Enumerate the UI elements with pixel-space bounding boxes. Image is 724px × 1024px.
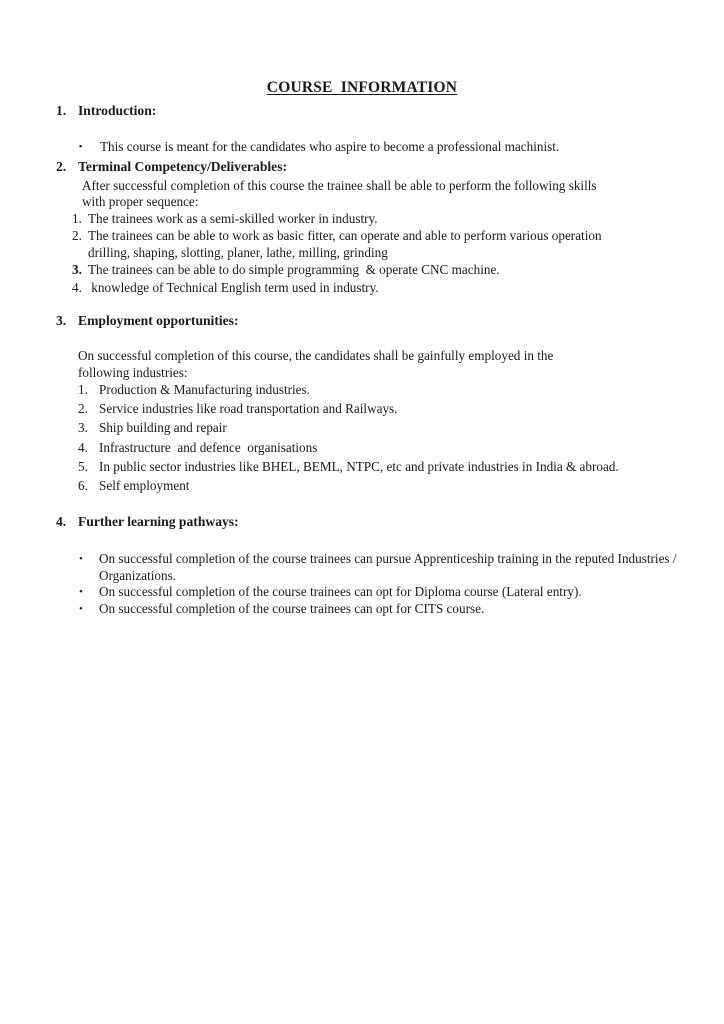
list-item-marker: 4.: [72, 280, 82, 295]
section-intro-line: On successful completion of this course, the candidates shall be gainfully employed in the: [78, 348, 554, 363]
section-heading-employment-opportunities: [56, 313, 239, 329]
list-item: [72, 228, 602, 244]
list-item-text: The trainees can be able to do simple programming & operate CNC machine.: [88, 262, 500, 277]
list-item-text: On successful completion of the course trainees can opt for Diploma course (Lateral entry).: [99, 584, 582, 599]
round-bullet-icon: •: [79, 603, 83, 615]
list-item-text: This course is meant for the candidates who aspire to become a professional machinist.: [100, 139, 560, 154]
list-item-marker: 2.: [72, 228, 82, 243]
page-title-text: COURSE INFORMATION: [266, 79, 458, 96]
list-item-text: On successful completion of the course trainees can opt for CITS course.: [99, 601, 485, 616]
list-item-marker: 4.: [78, 440, 88, 455]
section-heading-introduction: [56, 103, 156, 119]
square-bullet-icon: ▪: [79, 141, 83, 151]
list-item-text: Production & Manufacturing industries.: [99, 382, 310, 397]
list-item-marker: 1.: [78, 382, 88, 397]
round-bullet-icon: •: [79, 586, 83, 598]
list-item: [78, 420, 227, 436]
list-item: [72, 280, 379, 296]
list-item-marker: 1.: [72, 211, 82, 226]
list-item: [78, 440, 317, 456]
list-item-marker: 2.: [78, 401, 88, 416]
list-item: [79, 139, 559, 155]
list-item-text: Service industries like road transportation and Railways.: [99, 401, 398, 416]
list-item-marker: 3.: [72, 262, 82, 277]
list-item: [79, 601, 705, 618]
list-item-text: In public sector industries like BHEL, BEML, NTPC, etc and private industries in India & abroad.: [99, 459, 619, 474]
section-heading-terminal-competency: [56, 159, 287, 175]
list-item-text: knowledge of Technical English term used in industry.: [88, 280, 379, 295]
section-heading-label: Employment opportunities:: [78, 313, 239, 328]
section-intro-line: After successful completion of this course the trainee shall be able to perform the following skills: [82, 178, 597, 193]
section-number: 3.: [56, 313, 67, 328]
list-item-text: Infrastructure and defence organisations: [99, 440, 318, 455]
list-item: [78, 401, 397, 417]
list-item-text: Self employment: [99, 478, 190, 493]
list-item-text-continued: drilling, shaping, slotting, planer, lathe, milling, grinding: [88, 245, 388, 260]
list-item: [79, 551, 705, 584]
list-item: [78, 478, 189, 494]
list-item-text: Ship building and repair: [99, 420, 227, 435]
section-number: 1.: [56, 103, 67, 118]
section-heading-label: Introduction:: [78, 103, 157, 118]
section-number: 2.: [56, 159, 67, 174]
page-title: [0, 79, 724, 97]
list-item: [72, 262, 500, 278]
round-bullet-icon: •: [79, 553, 83, 565]
section-heading-further-learning-pathways: [56, 514, 239, 530]
list-item: [79, 584, 705, 601]
section-number: 4.: [56, 514, 67, 529]
list-item-marker: 5.: [78, 459, 88, 474]
section-intro-line: following industries:: [78, 365, 188, 380]
list-item: [78, 459, 619, 475]
list-item: [72, 211, 378, 227]
list-item-marker: 6.: [78, 478, 88, 493]
list-item-marker: 3.: [78, 420, 88, 435]
list-item: [78, 382, 310, 398]
list-item-text: On successful completion of the course trainees can pursue Apprenticeship training in the reputed Industries / Organizations.: [99, 551, 677, 583]
section-intro-line: with proper sequence:: [82, 194, 199, 209]
section-heading-label: Terminal Competency/Deliverables:: [78, 159, 288, 174]
section-heading-label: Further learning pathways:: [78, 514, 239, 529]
list-item-text: The trainees can be able to work as basic fitter, can operate and able to perform various operation: [88, 228, 602, 243]
list-item-text: The trainees work as a semi-skilled worker in industry.: [88, 211, 378, 226]
